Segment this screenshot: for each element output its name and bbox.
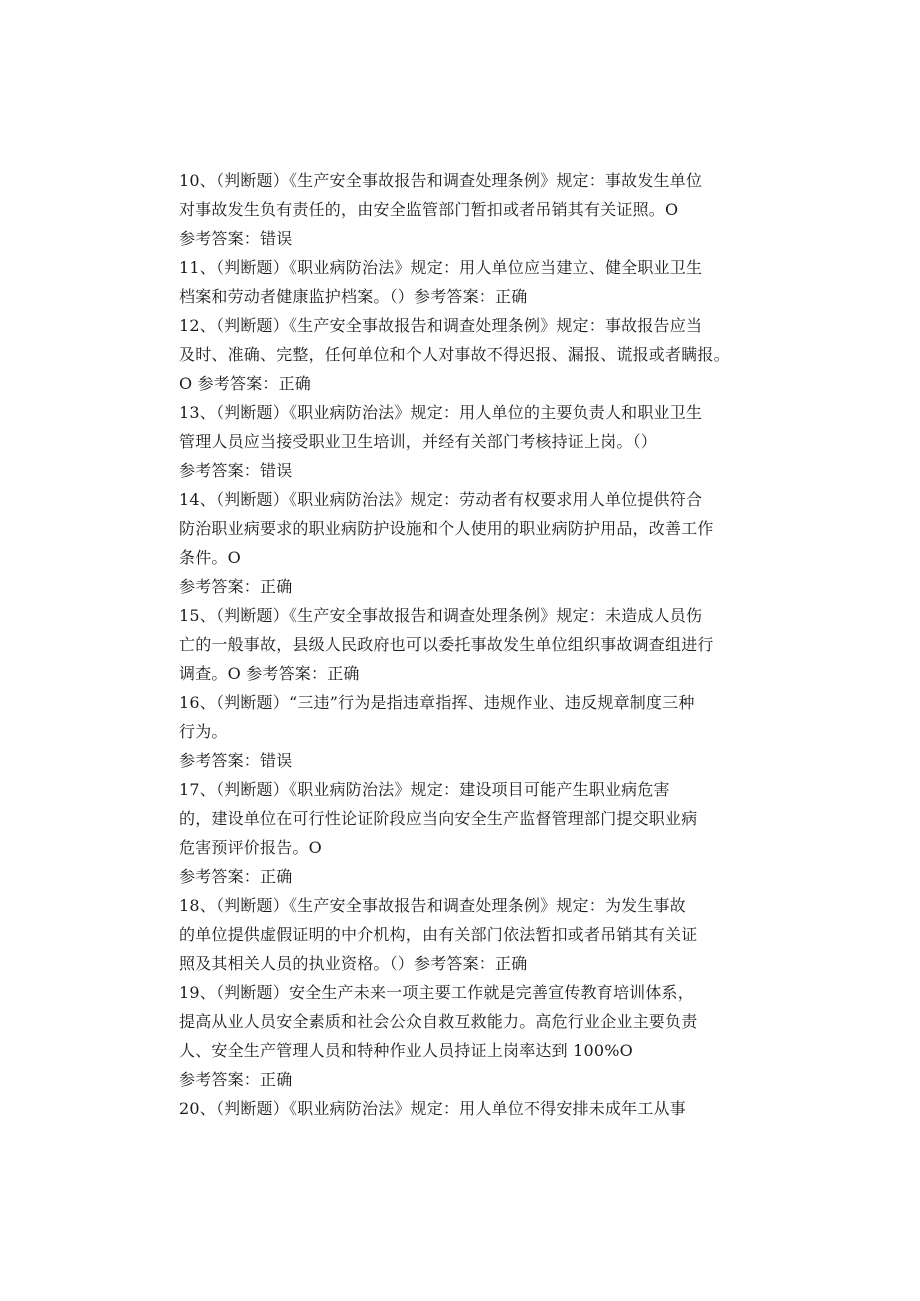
text-line: 11、（判断题）《职业病防治法》规定：用人单位应当建立、健全职业卫生 <box>179 258 703 277</box>
text-line: 16、（判断题）“三违”行为是指违章指挥、违规作业、违反规章制度三种 <box>179 693 695 712</box>
text-line: 20、（判断题）《职业病防治法》规定：用人单位不得安排未成年工从事 <box>179 1099 686 1118</box>
text-line: 的单位提供虚假证明的中介机构，由有关部门依法暂扣或者吊销其有关证 <box>179 925 698 944</box>
answer-line: 参考答案：正确 <box>179 1070 293 1089</box>
text-line: 提高从业人员安全素质和社会公众自救互救能力。高危行业企业主要负责 <box>179 1012 698 1031</box>
text-line: 档案和劳动者健康监护档案。（）参考答案：正确 <box>179 287 528 306</box>
text-line: 19、（判断题）安全生产未来一项主要工作就是完善宣传教育培训体系， <box>179 983 694 1002</box>
answer-line: O 参考答案：正确 <box>179 374 312 393</box>
answer-line: 参考答案：正确 <box>179 867 293 886</box>
answer-line: 参考答案：正确 <box>179 577 293 596</box>
text-line: 管理人员应当接受职业卫生培训，并经有关部门考核持证上岗。（） <box>179 432 658 451</box>
text-line: 及时、准确、完整，任何单位和个人对事故不得迟报、漏报、谎报或者瞒报。 <box>179 345 730 364</box>
text-line: 17、（判断题）《职业病防治法》规定：建设项目可能产生职业病危害 <box>179 780 670 799</box>
answer-line: 参考答案：错误 <box>179 751 293 770</box>
text-line: 对事故发生负有责任的，由安全监管部门暂扣或者吊销其有关证照。O <box>179 200 679 219</box>
text-line: 的，建设单位在可行性论证阶段应当向安全生产监督管理部门提交职业病 <box>179 809 698 828</box>
text-line: 调查。O 参考答案：正确 <box>179 664 360 683</box>
question-list <box>179 166 754 1123</box>
text-line: 亡的一般事故，县级人民政府也可以委托事故发生单位组织事故调查组进行 <box>179 635 714 654</box>
text-line: 条件。O <box>179 548 241 567</box>
text-line: 防治职业病要求的职业病防护设施和个人使用的职业病防护用品，改善工作 <box>179 519 714 538</box>
text-line: 行为。 <box>179 722 228 741</box>
text-line: 10、（判断题）《生产安全事故报告和调查处理条例》规定：事故发生单位 <box>179 171 703 190</box>
text-line: 12、（判断题）《生产安全事故报告和调查处理条例》规定：事故报告应当 <box>179 316 703 335</box>
text-line: 照及其相关人员的执业资格。（）参考答案：正确 <box>179 954 528 973</box>
text-line: 人、安全生产管理人员和特种作业人员持证上岗率达到 100%O <box>179 1041 633 1060</box>
text-line: 危害预评价报告。O <box>179 838 322 857</box>
text-line: 18、（判断题）《生产安全事故报告和调查处理条例》规定：为发生事故 <box>179 896 686 915</box>
answer-line: 参考答案：错误 <box>179 461 293 480</box>
text-line: 15、（判断题）《生产安全事故报告和调查处理条例》规定：未造成人员伤 <box>179 606 703 625</box>
text-line: 13、（判断题）《职业病防治法》规定：用人单位的主要负责人和职业卫生 <box>179 403 703 422</box>
answer-line: 参考答案：错误 <box>179 229 293 248</box>
text-line: 14、（判断题）《职业病防治法》规定：劳动者有权要求用人单位提供符合 <box>179 490 703 509</box>
